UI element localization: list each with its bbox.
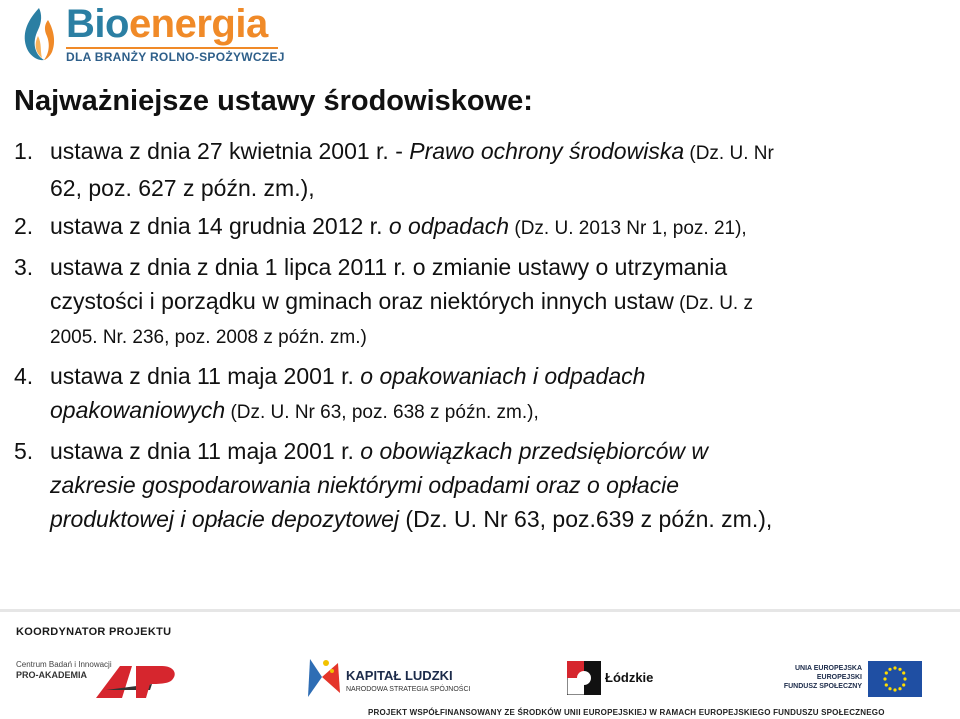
eu-flag-icon <box>868 661 922 697</box>
kapital-ludzki-title: KAPITAŁ LUDZKI <box>346 668 453 683</box>
header <box>0 0 960 80</box>
list-item: 1. ustawa z dnia 27 kwietnia 2001 r. - Prawo ochrony środowiska (Dz. U. Nr 62, poz. 627 z późn. zm.), <box>14 138 774 201</box>
pro-akademia-logo-icon <box>92 660 182 700</box>
main-content <box>14 85 944 540</box>
brand-tagline: DLA BRANŻY ROLNO-SPOŻYWCZEJ <box>66 50 285 64</box>
page-title: Najważniejsze ustawy środowiskowe: <box>14 85 533 117</box>
law-list <box>14 134 944 536</box>
list-item: 2. ustawa z dnia 14 grudnia 2012 r. o odpadach (Dz. U. 2013 Nr 1, poz. 21), <box>14 213 747 239</box>
eu-label: UNIA EUROPEJSKA EUROPEJSKI FUNDUSZ SPOŁECZNY <box>783 665 862 690</box>
cofinancing-note: PROJEKT WSPÓŁFINANSOWANY ZE ŚRODKÓW UNII EUROPEJSKIEJ W RAMACH EUROPEJSKIEGO FUNDUSZU SPOŁECZNEGO <box>368 708 885 717</box>
list-item: 4. ustawa z dnia 11 maja 2001 r. o opakowaniach i odpadach opakowaniowych (Dz. U. Nr 63, poz. 638 z późn. zm.), <box>14 363 646 423</box>
kapital-ludzki-subtitle: NARODOWA STRATEGIA SPÓJNOŚCI <box>346 686 471 693</box>
brand-underline <box>66 47 278 49</box>
list-item: 5. ustawa z dnia 11 maja 2001 r. o obowiązkach przedsiębiorców w zakresie gospodarowania niektórymi odpadami oraz o opłacie produktowej i opłacie depozytowej (Dz. U. Nr 63, poz.639 z późn. zm.), <box>14 438 773 532</box>
brand-name: Bioenergia <box>66 2 268 46</box>
list-item: 3. ustawa z dnia z dnia 1 lipca 2011 r. o zmianie ustawy o utrzymania czystości i porządku w gminach oraz niektórych innych ustaw (Dz. U. z 2005. Nr. 236, poz. 2008 z późn. zm.) <box>14 254 753 348</box>
kapital-ludzki-logo-icon <box>300 653 344 703</box>
lodzkie-logo-icon <box>567 661 601 695</box>
flame-logo-icon <box>18 6 60 62</box>
lodzkie-label: Łódzkie <box>605 670 654 685</box>
coordinator-label: KOORDYNATOR PROJEKTU <box>16 626 172 638</box>
footer-divider <box>0 609 960 612</box>
cbi-logo-text: Centrum Badań i Innowacji PRO-AKADEMIA <box>16 660 112 680</box>
